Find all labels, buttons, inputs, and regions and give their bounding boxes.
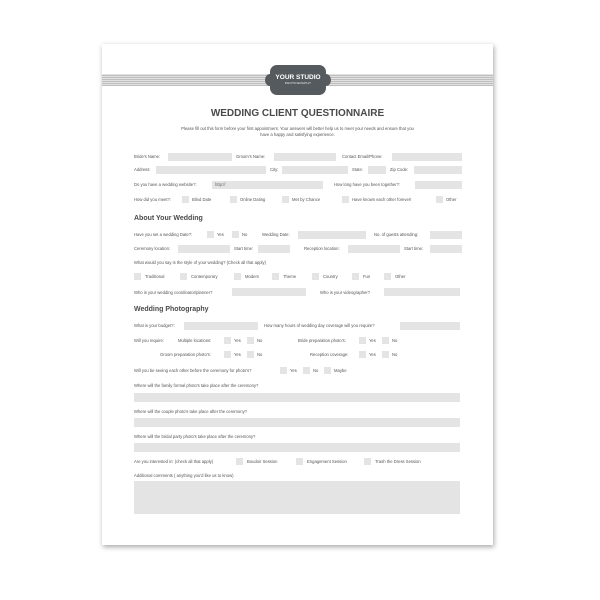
met-option-blind: Blind Date bbox=[192, 197, 212, 202]
coordinator-label: Who is your wedding coordinator/planner? bbox=[134, 290, 213, 295]
bridal-question: Where will the bridal party photo's take place after the ceremony? bbox=[134, 434, 256, 439]
interest-checkbox-trash-dress[interactable] bbox=[364, 458, 371, 465]
ceremony-location-label: Ceremony location: bbox=[134, 246, 171, 251]
multiple-locations-no-checkbox[interactable] bbox=[247, 337, 254, 344]
met-checkbox-chance[interactable] bbox=[282, 196, 289, 203]
met-checkbox-forever[interactable] bbox=[342, 196, 349, 203]
multiple-locations-no: No bbox=[257, 338, 263, 343]
address-field[interactable] bbox=[156, 166, 266, 174]
grooms-name-label: Groom's Name: bbox=[236, 154, 266, 159]
guests-field[interactable] bbox=[430, 231, 462, 239]
hours-field[interactable] bbox=[400, 322, 460, 330]
family-field[interactable] bbox=[134, 393, 460, 402]
met-option-online: Online Dating bbox=[240, 197, 266, 202]
date-set-no-checkbox[interactable] bbox=[232, 231, 239, 238]
require-label: Will you require: bbox=[134, 338, 165, 343]
comments-field[interactable] bbox=[134, 481, 460, 514]
grooms-name-field[interactable] bbox=[274, 153, 336, 161]
interest-checkbox-engagement[interactable] bbox=[296, 458, 303, 465]
budget-label: What is your budget?: bbox=[134, 323, 175, 328]
intro-line2: have a happy and satisfying experience. bbox=[260, 132, 335, 137]
interested-label: Are you interested in: (check all that apply) bbox=[134, 459, 214, 464]
style-checkbox-contemporary[interactable] bbox=[180, 273, 187, 280]
couple-question: Where will the couple photo's take place after the ceremony? bbox=[134, 409, 247, 414]
groom-prep-yes-checkbox[interactable] bbox=[224, 351, 231, 358]
bride-prep-yes: Yes bbox=[369, 338, 376, 343]
groom-prep-yes: Yes bbox=[234, 352, 241, 357]
zip-label: Zip Code: bbox=[390, 167, 409, 172]
reception-coverage-yes: Yes bbox=[369, 352, 376, 357]
seeing-maybe: Maybe bbox=[334, 368, 347, 373]
date-set-yes-checkbox[interactable] bbox=[207, 231, 214, 238]
city-field[interactable] bbox=[282, 166, 348, 174]
zip-field[interactable] bbox=[414, 166, 462, 174]
bride-prep-yes-checkbox[interactable] bbox=[359, 337, 366, 344]
met-label: How did you meet?: bbox=[134, 197, 172, 202]
state-field[interactable] bbox=[368, 166, 386, 174]
reception-coverage-yes-checkbox[interactable] bbox=[359, 351, 366, 358]
style-theme: Theme bbox=[283, 274, 297, 279]
reception-start-field[interactable] bbox=[430, 245, 462, 253]
style-checkbox-fun[interactable] bbox=[352, 273, 359, 280]
seeing-yes-checkbox[interactable] bbox=[280, 367, 287, 374]
videographer-field[interactable] bbox=[384, 288, 460, 296]
state-label: State: bbox=[352, 167, 363, 172]
family-question: Where will the family formal photo's take place after the ceremony? bbox=[134, 383, 259, 388]
met-option-forever: Have known each other forever! bbox=[352, 197, 412, 202]
interest-engagement: Engagement Session bbox=[307, 459, 347, 464]
groom-prep-no: No bbox=[257, 352, 263, 357]
reception-location-field[interactable] bbox=[348, 245, 400, 253]
reception-location-label: Reception location: bbox=[304, 246, 340, 251]
brides-name-label: Bride's Name: bbox=[134, 154, 161, 159]
studio-logo bbox=[270, 65, 326, 95]
interest-checkbox-boudoir[interactable] bbox=[236, 458, 243, 465]
groom-prep-no-checkbox[interactable] bbox=[247, 351, 254, 358]
videographer-label: Who is your videographer? bbox=[320, 290, 371, 295]
style-checkbox-traditional[interactable] bbox=[134, 273, 141, 280]
address-label: Address: bbox=[134, 167, 151, 172]
contact-label: Contact Email/Phone: bbox=[342, 154, 383, 159]
wedding-date-field[interactable] bbox=[298, 231, 366, 239]
reception-coverage-no-checkbox[interactable] bbox=[382, 351, 389, 358]
city-label: City: bbox=[270, 167, 279, 172]
style-traditional: Traditional bbox=[145, 274, 165, 279]
style-fun: Fun bbox=[363, 274, 371, 279]
interest-trash-dress: Trash the Dress Session bbox=[375, 459, 421, 464]
multiple-locations-yes: Yes bbox=[234, 338, 241, 343]
interest-boudoir: Boudoir Session bbox=[247, 459, 278, 464]
bride-prep-no: No bbox=[392, 338, 398, 343]
ceremony-start-field[interactable] bbox=[258, 245, 290, 253]
date-set-label: Have you set a wedding Date?: bbox=[134, 232, 193, 237]
style-checkbox-modern[interactable] bbox=[234, 273, 241, 280]
date-set-yes-label: Yes bbox=[217, 232, 224, 237]
page-title: WEDDING CLIENT QUESTIONNAIRE bbox=[210, 108, 385, 119]
reception-coverage-no: No bbox=[392, 352, 398, 357]
questionnaire-page bbox=[102, 44, 493, 545]
contact-field[interactable] bbox=[392, 153, 462, 161]
guests-label: No. of guests attending: bbox=[374, 232, 419, 237]
intro-line1: Please fill out this form before your first appointment. Your answers will better help us to meet your needs and ensure that you bbox=[181, 126, 414, 131]
together-label: How long have you been together?: bbox=[334, 182, 401, 187]
style-checkbox-other[interactable] bbox=[384, 273, 391, 280]
style-contemporary: Contemporary bbox=[191, 274, 218, 279]
style-country: Country bbox=[323, 274, 338, 279]
style-question: What would you say is the style of your wedding? (Check all that apply) bbox=[134, 260, 266, 265]
style-checkbox-country[interactable] bbox=[312, 273, 319, 280]
reception-start-label: Start time: bbox=[404, 246, 424, 251]
multiple-locations-label: Multiple locations: bbox=[178, 338, 212, 343]
together-field[interactable] bbox=[415, 181, 462, 189]
website-label: Do you have a wedding website?: bbox=[134, 182, 197, 187]
met-option-chance: Met by Chance bbox=[292, 197, 321, 202]
photo-heading: Wedding Photography bbox=[134, 306, 209, 313]
seeing-yes: Yes bbox=[290, 368, 297, 373]
ceremony-start-label: Start time: bbox=[234, 246, 254, 251]
met-checkbox-blind[interactable] bbox=[182, 196, 189, 203]
budget-field[interactable] bbox=[184, 322, 258, 330]
about-heading: About Your Wedding bbox=[134, 215, 203, 222]
style-modern: Modern bbox=[245, 274, 260, 279]
met-checkbox-other[interactable] bbox=[436, 196, 443, 203]
met-option-other: Other bbox=[446, 197, 457, 202]
logo-line1: YOUR STUDIO bbox=[275, 74, 321, 81]
hours-label: How many hours of wedding day coverage will you require? bbox=[264, 323, 375, 328]
met-checkbox-online[interactable] bbox=[230, 196, 237, 203]
reception-coverage-label: Reception coverage: bbox=[310, 352, 349, 357]
coordinator-field[interactable] bbox=[232, 288, 306, 296]
bride-prep-no-checkbox[interactable] bbox=[382, 337, 389, 344]
couple-field[interactable] bbox=[134, 418, 460, 427]
bride-prep-label: Bride preparation photo's: bbox=[298, 338, 346, 343]
brides-name-field[interactable] bbox=[168, 153, 232, 161]
wedding-date-label: Wedding Date: bbox=[262, 232, 290, 237]
seeing-no: No bbox=[313, 368, 319, 373]
style-checkbox-theme[interactable] bbox=[272, 273, 279, 280]
ceremony-location-field[interactable] bbox=[178, 245, 230, 253]
groom-prep-label: Groom preparation photo's: bbox=[160, 352, 211, 357]
seeing-question: Will you be seeing each other before the ceremony for photo's? bbox=[134, 368, 252, 373]
date-set-no-label: No bbox=[242, 232, 248, 237]
website-field[interactable]: http:// bbox=[212, 181, 323, 189]
style-other: Other bbox=[395, 274, 406, 279]
bridal-field[interactable] bbox=[134, 443, 460, 452]
comments-label: Additional comments ( anything you'd like us to know) bbox=[134, 473, 234, 478]
multiple-locations-yes-checkbox[interactable] bbox=[224, 337, 231, 344]
logo-line2: PHOTOGRAPHY bbox=[284, 81, 312, 85]
intro-text bbox=[142, 126, 453, 138]
seeing-maybe-checkbox[interactable] bbox=[324, 367, 331, 374]
seeing-no-checkbox[interactable] bbox=[303, 367, 310, 374]
